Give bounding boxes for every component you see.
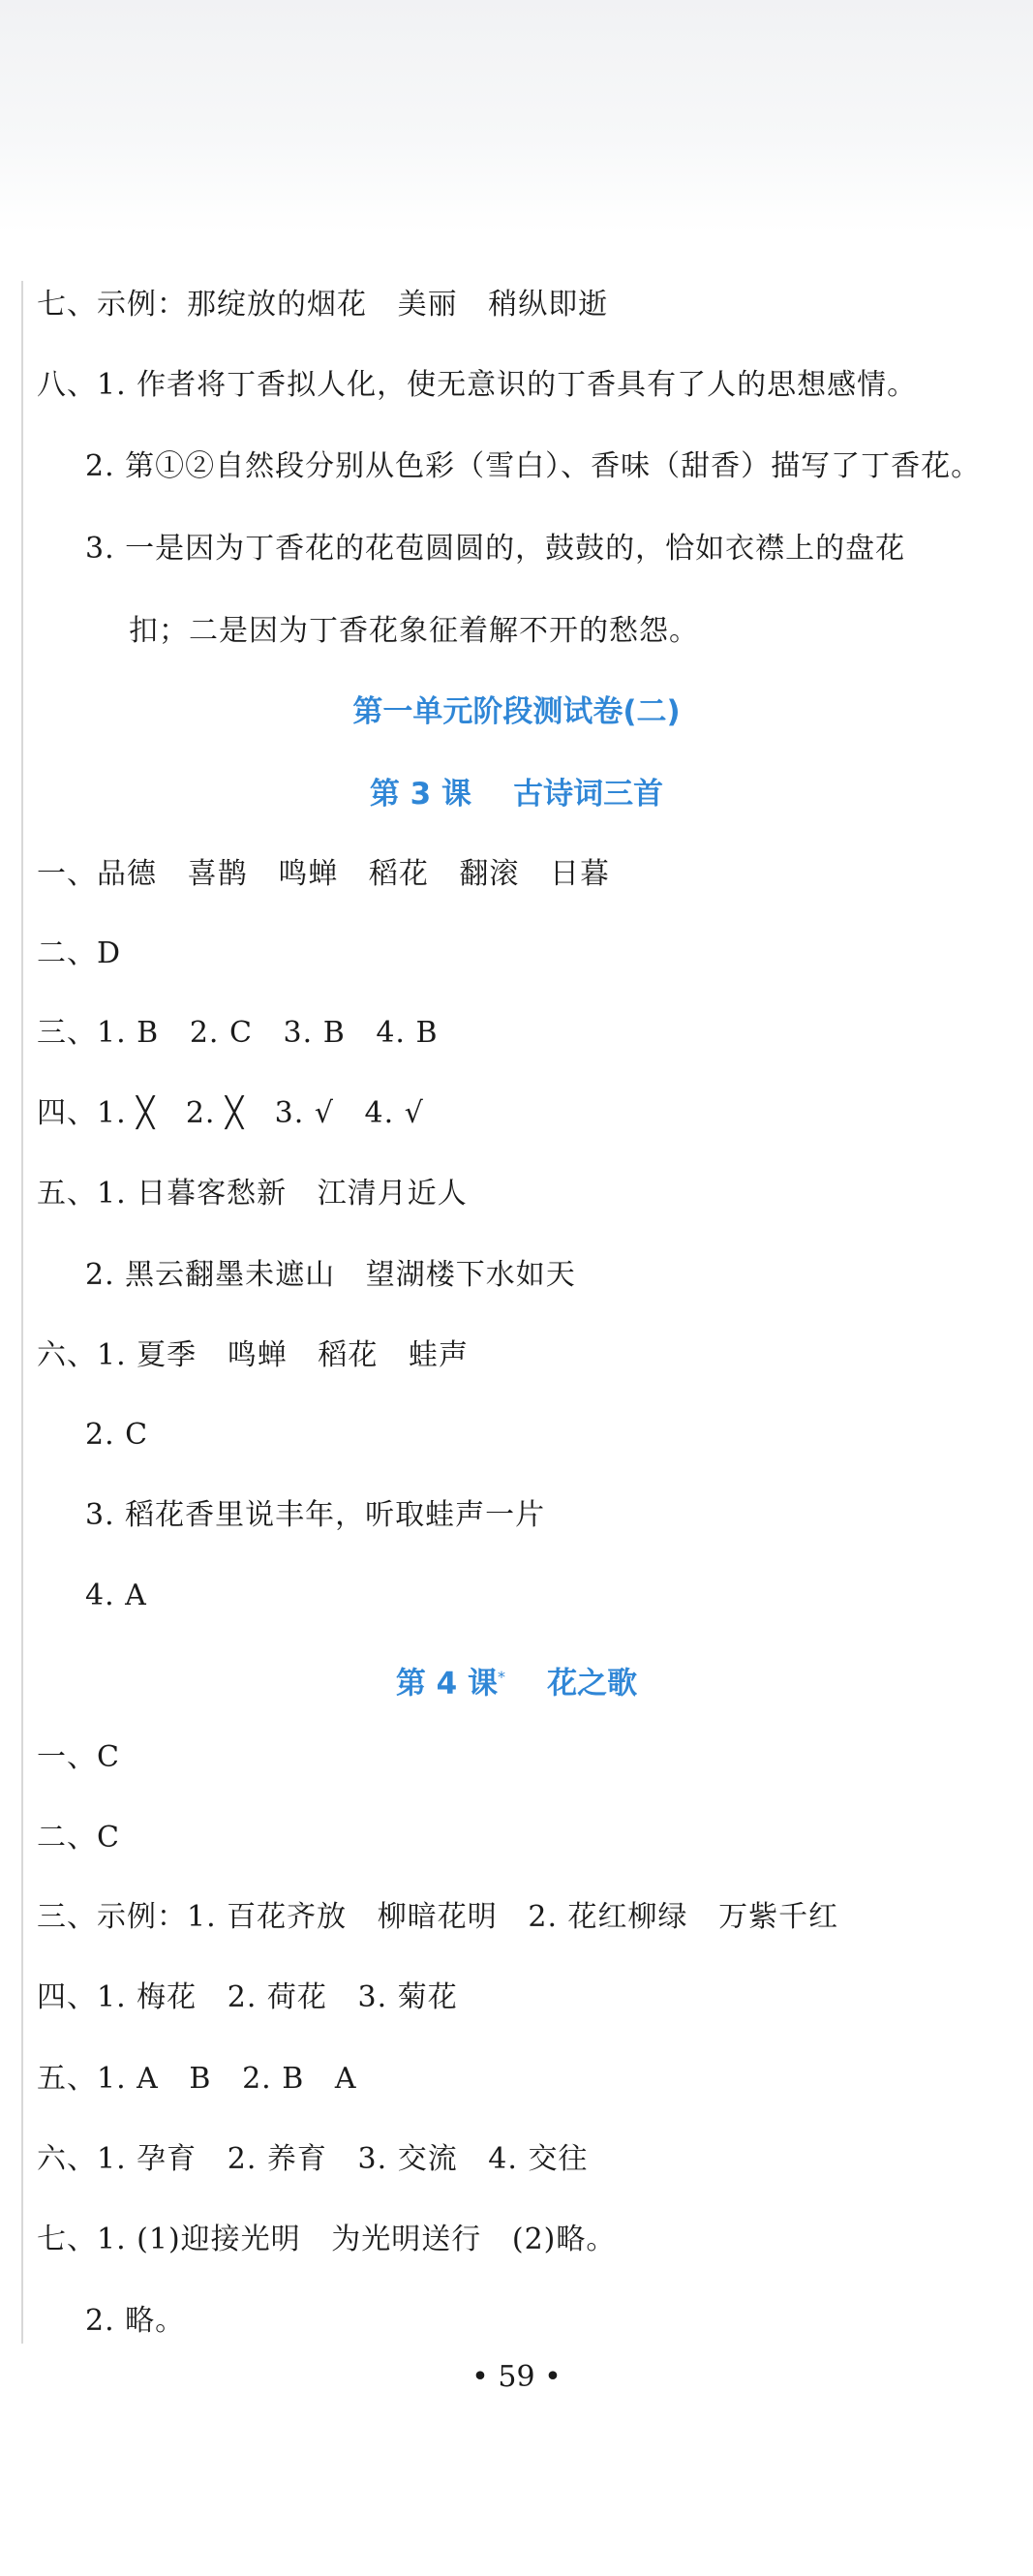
- answer-line: 一、品德 喜鹊 鸣蝉 稻花 翻滚 日暮: [37, 857, 611, 891]
- answer-line: 二、C: [37, 1821, 120, 1855]
- answer-line: 2. 略。: [85, 2304, 186, 2338]
- lesson-heading: 第 3 课 古诗词三首: [369, 777, 664, 812]
- answer-line: 一、C: [37, 1740, 120, 1774]
- margin-rule: [21, 281, 23, 2344]
- lesson-number: 第 4 课: [395, 1666, 498, 1702]
- answer-line: 八、1. 作者将丁香拟人化，使无意识的丁香具有了人的思想感情。: [37, 368, 918, 402]
- answer-line: 3. 一是因为丁香花的花苞圆圆的，鼓鼓的，恰如衣襟上的盘花: [85, 532, 906, 566]
- answer-line: 七、1. (1)迎接光明 为光明送行 (2)略。: [37, 2223, 617, 2256]
- answer-line: 三、示例：1. 百花齐放 柳暗花明 2. 花红柳绿 万紫千红: [37, 1900, 839, 1934]
- answer-line: 六、1. 孕育 2. 养育 3. 交流 4. 交往: [37, 2142, 589, 2176]
- lesson-heading: [0, 1648, 1033, 1706]
- scan-shadow-band: [0, 0, 1033, 232]
- answer-line: 五、1. A B 2. B A: [37, 2062, 357, 2096]
- answer-line: 四、1. ╳ 2. ╳ 3. √ 4. √: [37, 1096, 424, 1130]
- optional-lesson-star: *: [497, 1668, 505, 1686]
- answer-line: 五、1. 日暮客愁新 江清月近人: [37, 1177, 468, 1211]
- section-heading: 第一单元阶段测试卷(二): [352, 694, 681, 729]
- answer-line: 七、示例：那绽放的烟花 美丽 稍纵即逝: [37, 288, 609, 322]
- page-number: • 59 •: [471, 2360, 562, 2394]
- answer-line: 二、D: [37, 936, 122, 970]
- answer-line: 2. 第①②自然段分别从色彩（雪白）、香味（甜香）描写了丁香花。: [85, 449, 982, 483]
- answer-line: 扣；二是因为丁香花象征着解不开的愁怨。: [129, 614, 699, 648]
- lesson-title: 花之歌: [504, 1666, 638, 1702]
- answer-line: 2. C: [85, 1418, 149, 1452]
- answer-line: 三、1. B 2. C 3. B 4. B: [37, 1016, 439, 1050]
- answer-line: 四、1. 梅花 2. 荷花 3. 菊花: [37, 1980, 458, 2014]
- answer-line: 六、1. 夏季 鸣蝉 稻花 蛙声: [37, 1338, 469, 1372]
- answer-line: 4. A: [85, 1579, 147, 1612]
- answer-line: 2. 黑云翻墨未遮山 望湖楼下水如天: [85, 1258, 576, 1292]
- answer-line: 3. 稻花香里说丰年，听取蛙声一片: [85, 1498, 546, 1532]
